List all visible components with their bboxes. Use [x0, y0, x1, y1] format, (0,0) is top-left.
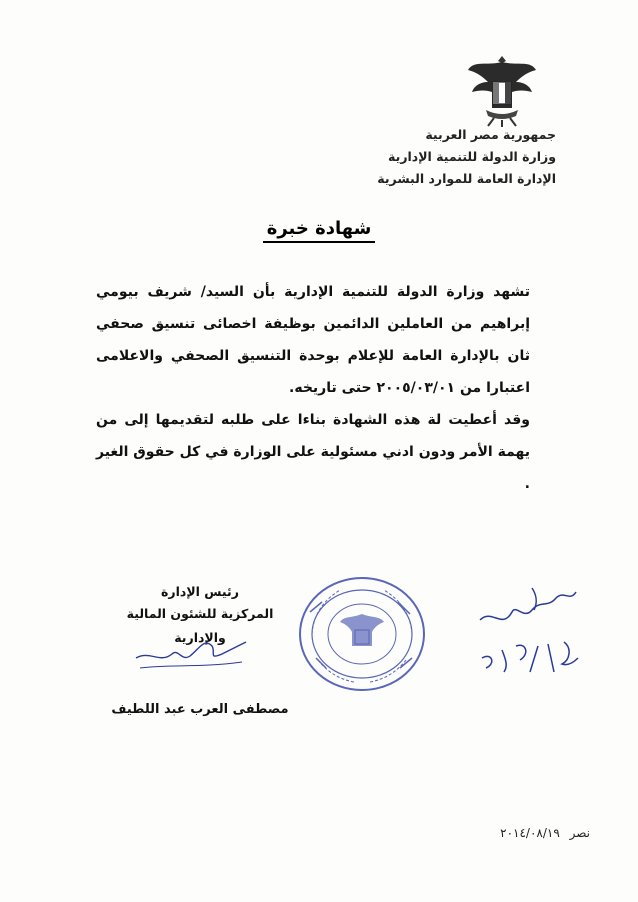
certificate-title: شهادة خبرة — [0, 218, 638, 239]
body-paragraph-1: تشهد وزارة الدولة للتنمية الإدارية بأن السيد/ شريف بيومي إبراهيم من العاملين الدائمين بوظيفة اخصائى تنسيق صحفي ثان بالإدارة العامة للإعلام بوحدة التنسيق الصحفي والاعلامى اعتبارا من ٢٠٠٥/٠٣/٠١ حتى تاريخه. — [96, 284, 530, 396]
signatory-name: مصطفى العرب عبد اللطيف — [111, 702, 289, 717]
header-ministry: وزارة الدولة للتنمية الإدارية — [388, 149, 556, 164]
official-seal-stamp — [292, 572, 432, 696]
handwritten-note-and-date — [472, 580, 582, 690]
footer-name: نصر — [569, 826, 590, 840]
header-country: جمهورية مصر العربية — [425, 127, 556, 142]
footer-date: ٢٠١٤/٠٨/١٩ — [500, 826, 560, 840]
certificate-body — [96, 276, 530, 500]
signatory-title-line2: المركزية للشئون المالية والإدارية — [126, 606, 274, 645]
signatory-title-line1: رئيس الإدارة — [161, 584, 239, 599]
footer-note — [430, 826, 590, 840]
header-department: الإدارة العامة للموارد البشرية — [377, 171, 556, 186]
body-paragraph-2: وقد أعطيت لة هذه الشهادة بناءا على طلبه لتقديمها إلى من يهمة الأمر ودون ادني مسئولية على الوزارة في كل حقوق الغير . — [96, 412, 530, 492]
eagle-emblem-icon — [466, 52, 538, 128]
ministry-header — [316, 124, 556, 190]
handwritten-signature — [130, 628, 250, 674]
